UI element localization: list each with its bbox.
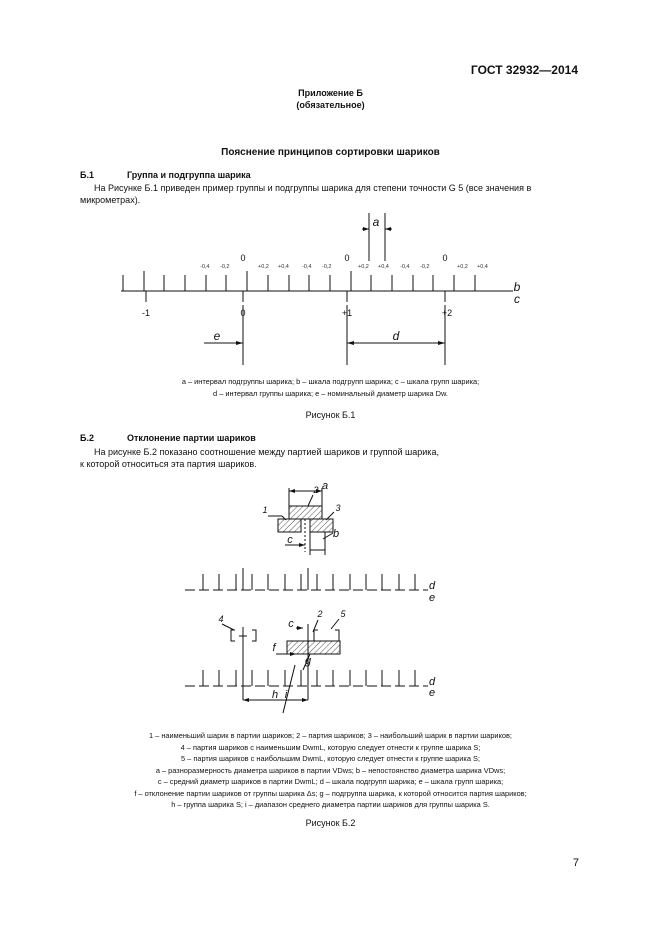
fig1-label-0: 0 xyxy=(240,308,246,318)
fig2-h-arrowhead-right xyxy=(302,698,308,702)
fig2-caption-line7: h – группа шарика S; i – диапазон среднего диаметра партии шариков для группы шарика S. xyxy=(171,800,490,809)
fig2-number-1: 1 xyxy=(262,505,268,515)
b1-paragraph: На Рисунке Б.1 приведен пример группы и подгруппы шарика для степени точности G 5 (все значения в микрометрах). xyxy=(80,183,532,205)
fig1-caption-line2: d – интервал группы шарика; e – номинальный диаметр шарика Dw. xyxy=(213,388,448,398)
page-number: 7 xyxy=(572,857,579,869)
fig2-caption-line3: 5 – партия шариков с наибольшим DwmL, которую следует отнести к группе шарика S; xyxy=(181,754,480,763)
fig2-bracket-4-right xyxy=(252,630,256,641)
fig2-c-arrowhead xyxy=(299,543,305,547)
b2-title: Отклонение партии шариков xyxy=(127,433,256,443)
b1-number: Б.1 xyxy=(80,170,94,180)
fig1-caption-line1: a – интервал подгруппы шарика; b – шкала подгрупп шарика; c – шкала групп шарика; xyxy=(181,377,480,386)
fig1-subscale-label: +0,2 xyxy=(258,264,269,270)
b2-number: Б.2 xyxy=(80,433,94,443)
fig2-caption-line1: 1 – наименьший шарик в партии шариков; 2 – партия шариков; 3 – наибольший шарик в партии шариков; xyxy=(149,731,512,740)
fig1-top-zero-1: 0 xyxy=(344,253,350,263)
standard-number: ГОСТ 32932—2014 xyxy=(470,63,578,77)
fig1-top-zero-2: 0 xyxy=(442,253,448,263)
fig2-number-4: 4 xyxy=(218,614,224,624)
fig2-lot-box xyxy=(289,506,322,519)
fig1-label-plus2: +2 xyxy=(441,308,453,318)
fig1-top-zero-0: 0 xyxy=(240,253,246,263)
fig2-letter-d-low: d xyxy=(428,676,436,688)
fig2-letter-a: a xyxy=(321,480,329,492)
b2-paragraph: На рисунке Б.2 показано соотношение между партией шариков и группой шарика, к которой относиться эта партия шариков. xyxy=(80,447,439,469)
fig2-h-arrowhead-left xyxy=(243,698,249,702)
fig2-caption-line2: 4 – партия шариков с наименьшим DwmL, которую следует отнести к группе шарика S; xyxy=(180,742,481,752)
fig1-letter-c: c xyxy=(514,292,520,306)
fig1-subscale-label: +0,2 xyxy=(358,264,369,270)
fig1-label-plus1: +1 xyxy=(341,308,353,318)
fig1-subscale-label: +0,4 xyxy=(477,264,488,270)
fig2-largest-ball-box xyxy=(310,519,333,532)
annex-status: (обязательное) xyxy=(296,100,365,110)
fig1-letter-d: d xyxy=(392,329,400,343)
fig1-label-minus1: -1 xyxy=(141,308,151,318)
fig2-number-2: 2 xyxy=(313,485,319,495)
fig2-leader-5 xyxy=(331,619,339,629)
fig1-subscale-label: -0,2 xyxy=(220,264,230,270)
fig2-number-5: 5 xyxy=(340,609,346,619)
fig2-letter-d-mid: d xyxy=(428,580,436,592)
annex-title: Приложение Б xyxy=(298,88,363,98)
fig2-caption xyxy=(70,730,591,811)
fig2-caption-line4: a – разноразмерность диаметра шариков в партии VDws; b – непостоянство диаметра шарика VDws; xyxy=(155,765,506,775)
fig1-letter-b: b xyxy=(513,280,521,294)
fig2-letter-g: g xyxy=(304,655,312,667)
fig2-bracket-5-left xyxy=(314,630,318,641)
fig2-caption-line6: f – отклонение партии шариков от группы шарика Δs; g – подгруппа шарика, к которой относится партия шариков; xyxy=(134,788,527,798)
fig1-subscale-label: +0,4 xyxy=(378,264,389,270)
fig2-lot-range-box xyxy=(287,641,340,654)
fig2-bracket-4-left xyxy=(231,630,235,641)
fig1-subscale-label: +0,2 xyxy=(457,264,468,270)
fig2-letter-e-low: e xyxy=(428,687,436,699)
fig2-letter-i: i xyxy=(284,689,288,701)
fig2-letter-b: b xyxy=(332,528,340,540)
fig1-label: Рисунок Б.1 xyxy=(305,410,356,420)
fig1-subscale-label: -0,2 xyxy=(420,264,430,270)
fig2-letter-f: f xyxy=(272,642,276,654)
fig2-letter-c-low: c xyxy=(288,618,294,630)
fig1-subscale-label: +0,4 xyxy=(278,264,289,270)
fig2-letter-h: h xyxy=(271,689,279,701)
fig1-letter-e: e xyxy=(213,329,221,343)
b1-title: Группа и подгруппа шарика xyxy=(127,170,251,180)
fig2-number-3: 3 xyxy=(335,503,341,513)
fig2-letter-e-mid: e xyxy=(428,592,436,604)
fig1-subscale-label: -0,4 xyxy=(200,264,210,270)
fig1-letter-a: a xyxy=(372,215,380,229)
fig2-label: Рисунок Б.2 xyxy=(305,818,356,828)
fig2-smallest-ball-box xyxy=(278,519,301,532)
fig2-caption-line5: c – средний диаметр шариков в партии DwmL; d – шкала подгрупп шарика; e – шкала групп шарика; xyxy=(157,777,504,786)
fig1-subscale-label: -0,4 xyxy=(400,264,410,270)
fig2-leader-4 xyxy=(222,624,234,630)
fig2-leader-2 xyxy=(308,495,313,506)
section-title: Пояснение принципов сортировки шариков xyxy=(221,147,440,158)
fig2-number-2-lower: 2 xyxy=(317,609,323,619)
fig2-a-arrowhead-left xyxy=(289,489,295,493)
fig2-c-lower-arrowhead xyxy=(297,626,303,630)
fig2-letter-c-top: c xyxy=(287,534,293,546)
fig1-subscale-label: -0,2 xyxy=(322,264,332,270)
fig2-bracket-5-right xyxy=(335,630,339,641)
fig1-subscale-label: -0,4 xyxy=(302,264,312,270)
